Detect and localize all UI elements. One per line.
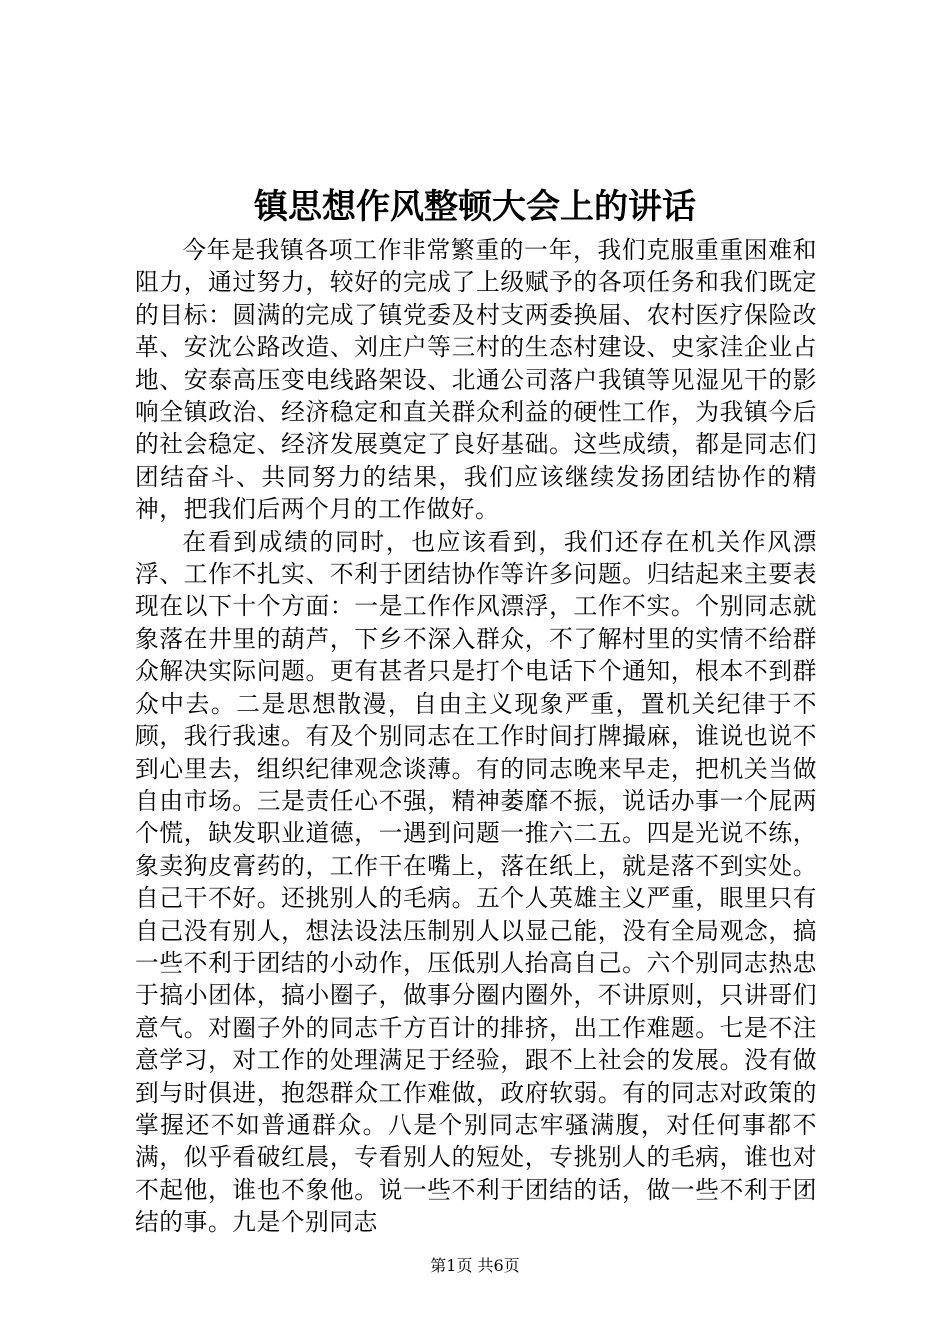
page-footer: 第1页 共6页 bbox=[430, 1256, 520, 1275]
document-title: 镇思想作风整顿大会上的讲话 bbox=[254, 187, 696, 227]
document-body bbox=[135, 234, 817, 1239]
paragraph: 在看到成绩的同时，也应该看到，我们还存在机关作风漂浮、工作不扎实、不利于团结协作等许多问题。归结起来主要表现在以下十个方面：一是工作作风漂浮，工作不实。个别同志就象落在井里的葫芦，下乡不深入群众，不了解村里的实情不给群众解决实际问题。更有甚者只是打个电话下个通知，根本不到群众中去。二是思想散漫，自由主义现象严重，置机关纪律于不顾，我行我速。有及个别同志在工作时间打牌撮麻，谁说也说不到心里去，组织纪律观念谈薄。有的同志晚来早走，把机关当做自由市场。三是责任心不强，精神萎靡不振，说话办事一个屁两个慌，缺发职业道德，一遇到问题一推六二五。四是光说不练，象卖狗皮膏药的，工作干在嘴上，落在纸上，就是落不到实处。自己干不好。还挑别人的毛病。五个人英雄主义严重，眼里只有自己没有别人，想法设法压制别人以显己能，没有全局观念，搞一些不利于团结的小动作，压低别人抬高自己。六个别同志热忠于搞小团体，搞小圈子，做事分圈内圈外，不讲原则，只讲哥们意气。对圈子外的同志千方百计的排挤，出工作难题。七是不注意学习，对工作的处理满足于经验，跟不上社会的发展。没有做到与时俱进，抱怨群众工作难做，政府软弱。有的同志对政策的掌握还不如普通群众。八是个别同志牢骚满腹，对任何事都不满，似乎看破红晨，专看别人的短处，专挑别人的毛病，谁也对不起他，谁也不象他。说一些不利于团结的话，做一些不利于团结的事。九是个别同志 bbox=[135, 527, 817, 1237]
paragraph: 今年是我镇各项工作非常繁重的一年，我们克服重重困难和阻力，通过努力，较好的完成了上级赋予的各项任务和我们既定的目标：圆满的完成了镇党委及村支两委换届、农村医疗保险改革、安沈公路改造、刘庄户等三村的生态村建设、史家洼企业占地、安泰高压变电线路架设、北通公司落户我镇等见湿见干的影响全镇政治、经济稳定和直关群众利益的硬性工作，为我镇今后的社会稳定、经济发展奠定了良好基础。这些成绩，都是同志们团结奋斗、共同努力的结果，我们应该继续发扬团结协作的精神，把我们后两个月的工作做好。 bbox=[135, 236, 817, 524]
